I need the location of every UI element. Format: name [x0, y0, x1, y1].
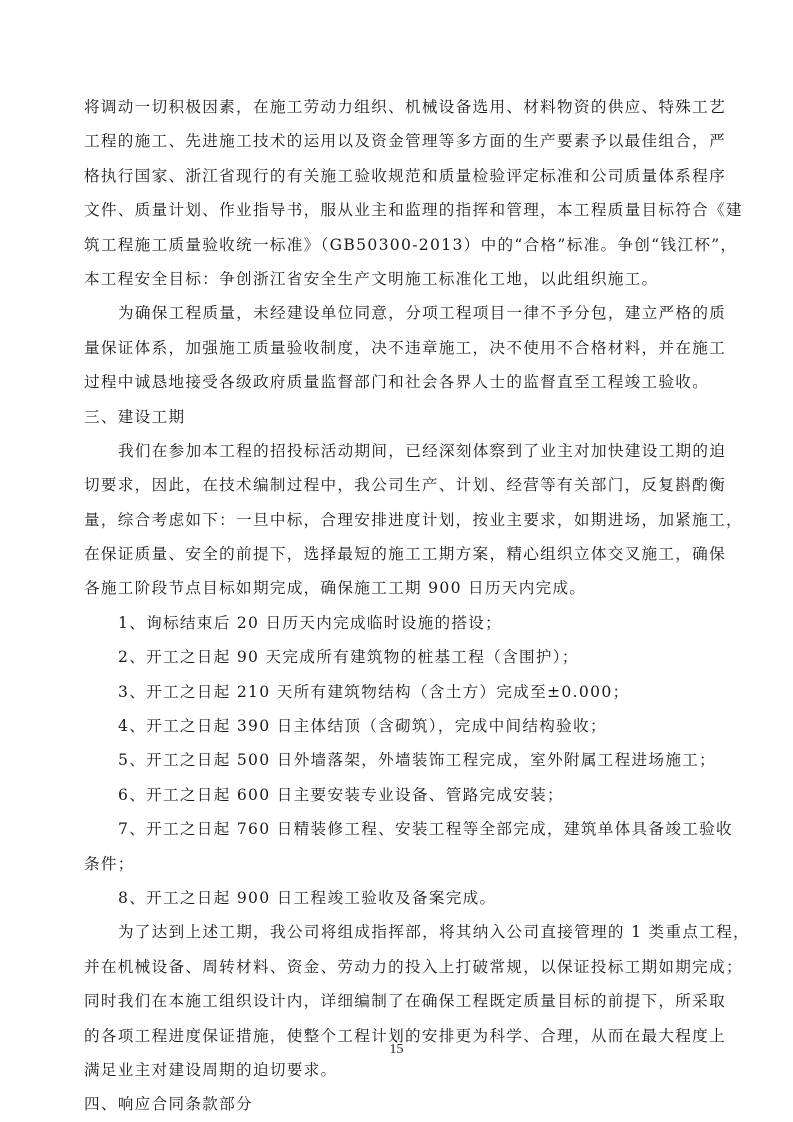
- milestone-item: 1、询标结束后 20 日历天内完成临时设施的搭设；: [118, 613, 503, 632]
- text-line: 同时我们在本施工组织设计内，详细编制了在确保工程既定质量目标的前提下，所采取: [84, 992, 726, 1011]
- text-line: 过程中诚恳地接受各级政府质量监督部门和社会各界人士的监督直至工程竣工验收。: [84, 373, 710, 392]
- milestone-item: 7、开工之日起 760 日精装修工程、安装工程等全部完成，建筑单体具备竣工验收: [118, 820, 733, 839]
- text-line: 切要求，因此，在技术编制过程中，我公司生产、计划、经营等有关部门，反复斟酌衡: [84, 476, 726, 495]
- text-line: 文件、质量计划、作业指导书，服从业主和监理的指挥和管理，本工程质量目标符合《建: [84, 201, 743, 220]
- text-line: 将调动一切积极因素，在施工劳动力组织、机械设备选用、材料物资的供应、特殊工艺: [84, 98, 726, 116]
- text-line: 满足业主对建设周期的迫切要求。: [84, 1060, 338, 1079]
- milestone-list: [84, 606, 733, 916]
- text-line: 各施工阶段节点目标如期完成，确保施工工期 900 日历天内完成。: [84, 579, 587, 598]
- text-line: 的各项工程进度保证措施，使整个工程计划的安排更为科学、合理，从而在最大程度上: [84, 1026, 726, 1045]
- section-heading-construction-period: 三、建设工期: [84, 407, 186, 426]
- paragraph-quality-goal: [84, 90, 743, 296]
- text-line: 量，综合考虑如下：一旦中标，合理安排进度计划，按业主要求，如期进场，加紧施工，: [84, 510, 743, 529]
- text-line: 工程的施工、先进施工技术的运用以及资金管理等多方面的生产要素予以最佳组合，严: [84, 132, 726, 151]
- text-line: 筑工程施工质量验收统一标准》（GB50300-2013）中的“合格”标准。争创“钱江杯”，: [84, 235, 738, 254]
- text-line: 在保证质量、安全的前提下，选择最短的施工工期方案，精心组织立体交叉施工，确保: [84, 545, 726, 564]
- milestone-item: 5、开工之日起 500 日外墙落架，外墙装饰工程完成，室外附属工程进场施工；: [118, 751, 716, 770]
- text-line: 量保证体系，加强施工质量验收制度，决不违章施工，决不使用不合格材料，并在施工: [84, 338, 726, 357]
- text-line: 并在机械设备、周转材料、资金、劳动力的投入上打破常规，以保证投标工期如期完成；: [84, 957, 743, 976]
- paragraph-schedule-intro: [84, 434, 743, 606]
- milestone-item: 6、开工之日起 600 日主要安装专业设备、管路完成安装；: [118, 785, 564, 804]
- milestone-item: 3、开工之日起 210 天所有建筑物结构（含土方）完成至±0.000；: [118, 682, 630, 701]
- text-line: 格执行国家、浙江省现行的有关施工验收规范和质量检验评定标准和公司质量体系程序: [84, 166, 726, 185]
- text-line: 为确保工程质量，未经建设单位同意，分项工程项目一律不予分包，建立严格的质: [118, 304, 727, 323]
- section-heading-contract-terms: 四、响应合同条款部分: [84, 1095, 253, 1114]
- text-line: 本工程安全目标：争创浙江省安全生产文明施工标准化工地，以此组织施工。: [84, 269, 659, 288]
- text-line: 我们在参加本工程的招投标活动期间，已经深刻体察到了业主对加快建设工期的迫: [118, 441, 727, 460]
- paragraph-schedule-commitment: [84, 915, 750, 1087]
- document-page: [84, 90, 750, 1122]
- milestone-item: 8、开工之日起 900 日工程竣工验收及备案完成。: [118, 888, 497, 907]
- milestone-item: 4、开工之日起 390 日主体结顶（含砌筑），完成中间结构验收；: [118, 717, 607, 736]
- page-number: 15: [389, 1042, 404, 1057]
- milestone-item: 2、开工之日起 90 天完成所有建筑物的桩基工程（含围护）；: [118, 648, 579, 667]
- text-line: 为了达到上述工期，我公司将组成指挥部，将其纳入公司直接管理的 1 类重点工程，: [118, 923, 750, 942]
- milestone-item-continuation: 条件；: [84, 854, 135, 873]
- paragraph-quality-assurance: [84, 296, 727, 399]
